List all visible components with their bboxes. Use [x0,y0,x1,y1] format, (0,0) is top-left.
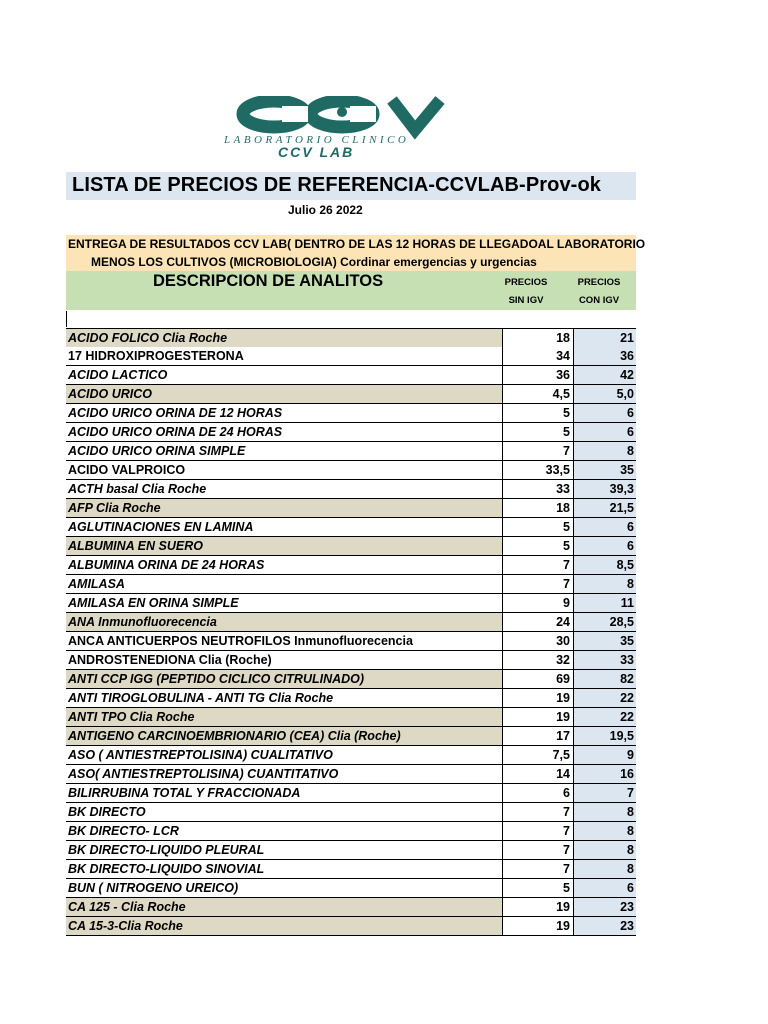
analyte-name: 17 HIDROXIPROGESTERONA [68,349,244,363]
table-row [66,537,636,556]
table-header [66,271,636,310]
price-with-igv: 33 [573,651,636,669]
lab-logo [222,96,460,162]
price-with-igv: 19,5 [573,727,636,745]
price-with-igv: 22 [573,689,636,707]
analyte-name: ANCA ANTICUERPOS NEUTROFILOS Inmunofluorecencia [68,634,413,648]
header-label: PRECIOS [504,277,548,288]
analyte-name: AFP Clia Roche [66,499,502,517]
price-with-igv: 82 [573,670,636,688]
table-row [66,613,636,632]
price-with-igv: 9 [573,746,636,764]
price-without-igv: 24 [502,613,573,631]
price-without-igv: 7 [502,803,573,821]
table-row [66,556,636,575]
price-without-igv: 5 [502,423,573,441]
price-without-igv: 36 [502,366,573,384]
page-title: LISTA DE PRECIOS DE REFERENCIA-CCVLAB-Prov-ok [72,174,601,196]
price-without-igv: 19 [502,689,573,707]
price-with-igv: 21 [573,329,636,347]
price-with-igv: 6 [573,537,636,555]
analyte-name: ACTH basal Clia Roche [68,482,207,496]
price-with-igv: 28,5 [573,613,636,631]
table-row [66,765,636,784]
analyte-name: ACIDO LACTICO [68,368,168,382]
logo-subtitle: LABORATORIO CLINICO [224,134,410,146]
table-row [66,632,636,651]
analyte-name: ACIDO VALPROICO [68,463,186,477]
analyte-name: CA 15-3-Clia Roche [66,917,502,935]
price-without-igv: 14 [502,765,573,783]
analyte-name: ASO( ANTIESTREPTOLISINA) CUANTITATIVO [68,767,339,781]
table-row [66,860,636,879]
price-without-igv: 5 [502,879,573,897]
price-without-igv: 33 [502,480,573,498]
table-row [66,594,636,613]
analyte-name: ALBUMINA ORINA DE 24 HORAS [68,558,265,572]
notice-line-2: MENOS LOS CULTIVOS (MICROBIOLOGIA) Cordinar emergencias y urgencias [91,255,537,269]
price-with-igv: 35 [573,461,636,479]
table-row [66,423,636,442]
notice-line-1: ENTREGA DE RESULTADOS CCV LAB( DENTRO DE LAS 12 HORAS DE LLEGADOAL LABORATORIO [68,237,646,251]
table-row [66,784,636,803]
analyte-name: ACIDO URICO [66,385,502,403]
cell-cursor [66,311,67,327]
price-without-igv: 7 [502,442,573,460]
table-row [66,841,636,860]
table-row [66,917,636,936]
table-row [66,727,636,746]
price-with-igv: 8 [573,442,636,460]
notice-box [66,235,646,271]
price-with-igv: 6 [573,423,636,441]
price-without-igv: 18 [502,499,573,517]
price-with-igv: 6 [573,404,636,422]
table-row [66,366,636,385]
table-row [66,689,636,708]
price-with-igv: 39,3 [573,480,636,498]
table-row [66,347,636,366]
analyte-name: CA 125 - Clia Roche [66,898,502,916]
price-with-igv-header [569,274,629,310]
price-with-igv: 6 [573,518,636,536]
table-row [66,879,636,898]
table-row [66,803,636,822]
price-without-igv: 30 [502,632,573,650]
table-row [66,651,636,670]
price-without-igv: 5 [502,518,573,536]
price-with-igv: 16 [573,765,636,783]
price-with-igv: 8,5 [573,556,636,574]
price-without-igv: 7 [502,556,573,574]
analyte-name: BILIRRUBINA TOTAL Y FRACCIONADA [68,786,301,800]
table-row [66,518,636,537]
price-with-igv: 23 [573,898,636,916]
price-with-igv: 8 [573,575,636,593]
price-with-igv: 8 [573,841,636,859]
price-with-igv: 35 [573,632,636,650]
price-with-igv: 23 [573,917,636,935]
analyte-name: AMILASA [68,577,125,591]
table-row [66,385,636,404]
price-with-igv: 8 [573,860,636,878]
table-row [66,480,636,499]
price-with-igv: 7 [573,784,636,802]
price-table [66,328,636,936]
analyte-name: ANTI TPO Clia Roche [66,708,502,726]
price-with-igv: 8 [573,822,636,840]
price-without-igv: 19 [502,917,573,935]
price-with-igv: 22 [573,708,636,726]
logo-brand: CCV LAB [278,144,355,160]
header-label: PRECIOS [577,277,621,288]
analyte-name: ANTIGENO CARCINOEMBRIONARIO (CEA) Clia (Roche) [66,727,502,745]
analyte-name: ACIDO URICO ORINA SIMPLE [68,444,246,458]
price-with-igv: 21,5 [573,499,636,517]
price-without-igv: 7,5 [502,746,573,764]
price-without-igv: 32 [502,651,573,669]
analyte-name: AGLUTINACIONES EN LAMINA [68,520,254,534]
analyte-name: BK DIRECTO-LIQUIDO PLEURAL [68,843,265,857]
price-without-igv: 18 [502,329,573,347]
price-without-igv: 34 [502,347,573,365]
analyte-name: BK DIRECTO- LCR [68,824,179,838]
table-row [66,575,636,594]
price-with-igv: 6 [573,879,636,897]
analyte-name: ANTI CCP IGG (PEPTIDO CICLICO CITRULINADO) [66,670,502,688]
table-row [66,670,636,689]
price-without-igv: 7 [502,860,573,878]
price-without-igv: 9 [502,594,573,612]
analyte-name: ASO ( ANTIESTREPTOLISINA) CUALITATIVO [68,748,333,762]
table-row [66,499,636,518]
price-without-igv: 69 [502,670,573,688]
table-row [66,404,636,423]
price-without-igv: 19 [502,708,573,726]
price-without-igv: 6 [502,784,573,802]
analyte-name: BUN ( NITROGENO UREICO) [68,881,239,895]
table-row [66,708,636,727]
table-row [66,822,636,841]
price-without-igv: 33,5 [502,461,573,479]
analyte-name: ANTI TIROGLOBULINA - ANTI TG Clia Roche [68,691,334,705]
analyte-name: ACIDO FOLICO Clia Roche [66,329,502,347]
header-label: SIN IGV [508,295,544,306]
date-label: Julio 26 2022 [288,203,363,217]
analyte-name: ACIDO URICO ORINA DE 12 HORAS [68,406,283,420]
price-with-igv: 5,0 [573,385,636,403]
analyte-name: AMILASA EN ORINA SIMPLE [68,596,239,610]
table-row [66,746,636,765]
price-without-igv: 19 [502,898,573,916]
price-without-igv: 5 [502,537,573,555]
description-header: DESCRIPCION DE ANALITOS [153,272,384,290]
price-with-igv: 42 [573,366,636,384]
price-without-igv: 7 [502,822,573,840]
table-row [66,328,636,347]
analyte-name: ANA Inmunofluorecencia [66,613,502,631]
price-with-igv: 36 [573,347,636,365]
price-without-igv: 17 [502,727,573,745]
analyte-name: ACIDO URICO ORINA DE 24 HORAS [68,425,283,439]
table-row [66,442,636,461]
price-without-igv: 7 [502,575,573,593]
price-without-igv: 5 [502,404,573,422]
title-bar [66,172,636,200]
table-row [66,461,636,480]
analyte-name: ANDROSTENEDIONA Clia (Roche) [68,653,272,667]
price-without-igv: 4,5 [502,385,573,403]
table-row [66,898,636,917]
price-without-igv-header [496,274,556,310]
price-with-igv: 8 [573,803,636,821]
analyte-name: BK DIRECTO [68,805,146,819]
price-without-igv: 7 [502,841,573,859]
analyte-name: BK DIRECTO-LIQUIDO SINOVIAL [68,862,265,876]
analyte-name: ALBUMINA EN SUERO [66,537,502,555]
price-with-igv: 11 [573,594,636,612]
header-label: CON IGV [578,295,620,306]
